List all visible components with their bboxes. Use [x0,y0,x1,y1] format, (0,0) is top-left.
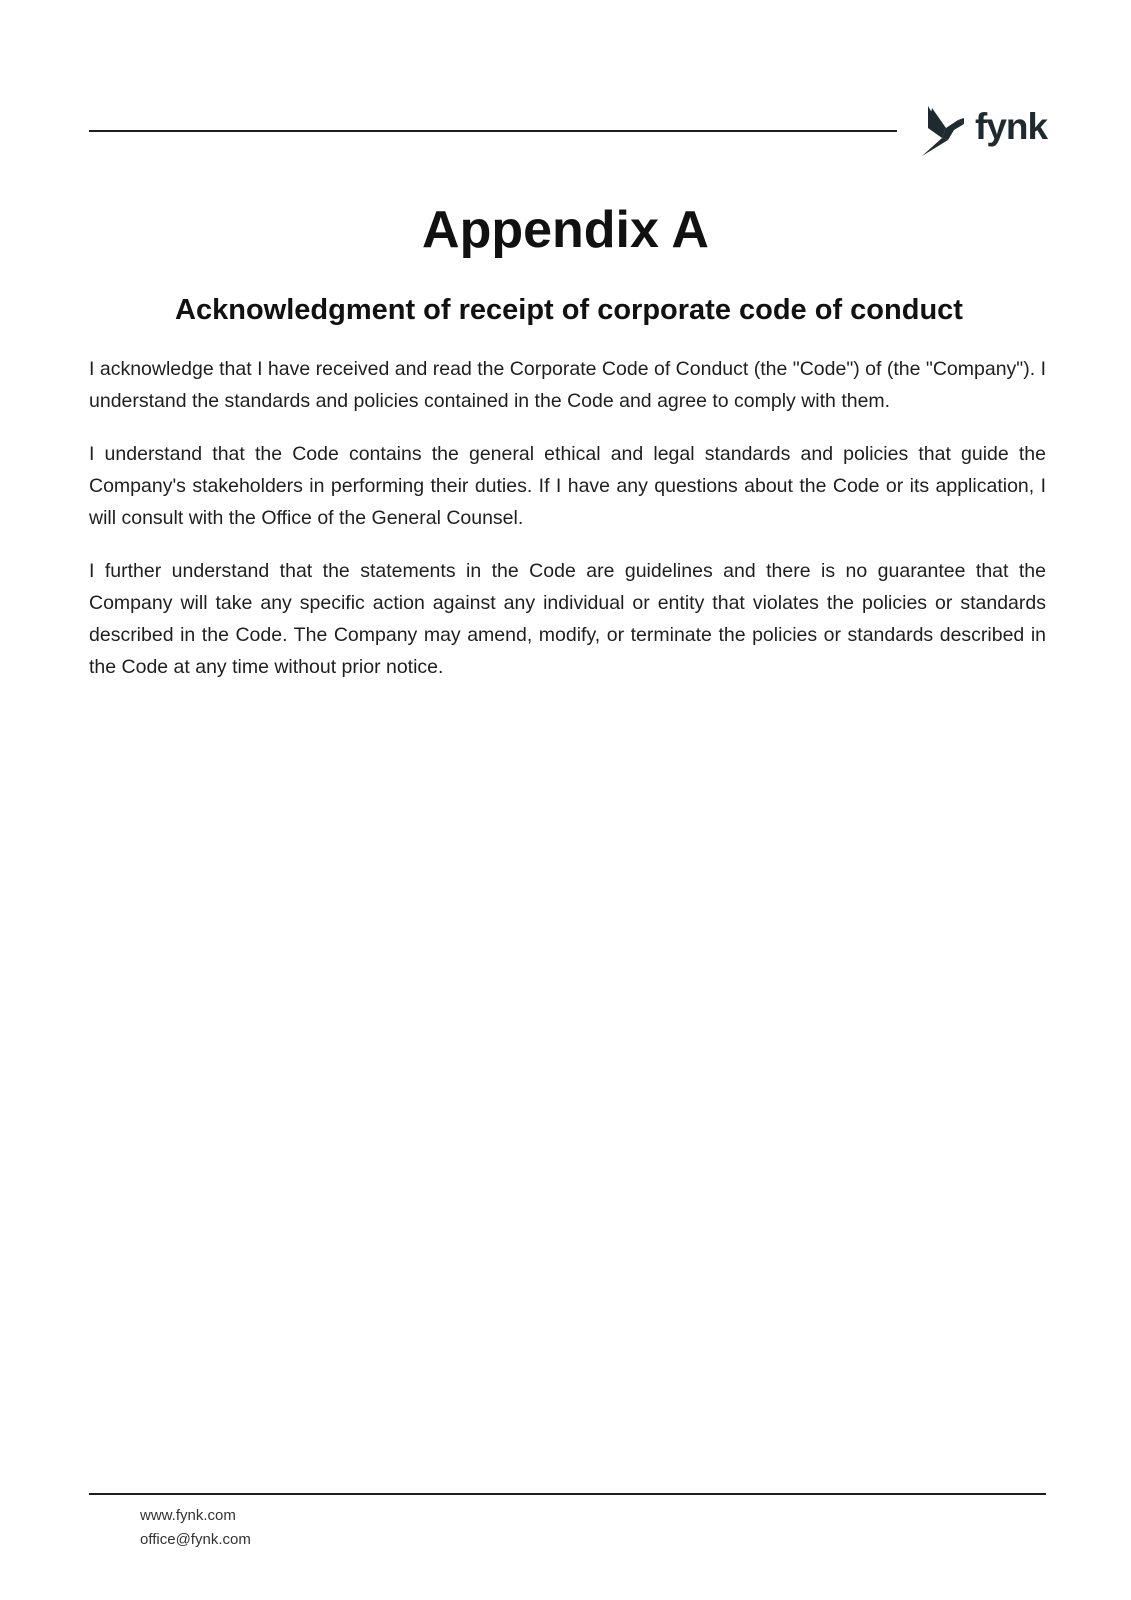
paragraph: I acknowledge that I have received and read the Corporate Code of Conduct (the "Code") of (the "Company"). I understand the standards and policies contained in the Code and agree to comply with them. [89,358,1046,412]
footer-divider [89,1493,1046,1495]
page-subtitle: Acknowledgment of receipt of corporate code of conduct [175,294,963,326]
document-body [89,353,1046,704]
footer-website-link[interactable]: www.fynk.com [140,1507,236,1524]
fynk-logo [920,104,1050,160]
paragraph: I further understand that the statements in the Code are guidelines and there is no guarantee that the Company will take any specific action against any individual or entity that violates the policies or standards described in the Code. The Company may amend, modify, or terminate the policies or standards described in the Code at any time without prior notice. [89,560,1046,678]
bird-logo-icon [920,104,972,160]
logo-wordmark: fynk [975,106,1048,147]
header-divider [89,130,897,132]
footer [140,1504,251,1552]
footer-email-link[interactable]: office@fynk.com [140,1531,251,1548]
paragraph: I understand that the Code contains the general ethical and legal standards and policies that guide the Company's stakeholders in performing their duties. If I have any questions about the Code or its application, I will consult with the Office of the General Counsel. [89,443,1046,529]
page-title: Appendix A [422,201,709,259]
